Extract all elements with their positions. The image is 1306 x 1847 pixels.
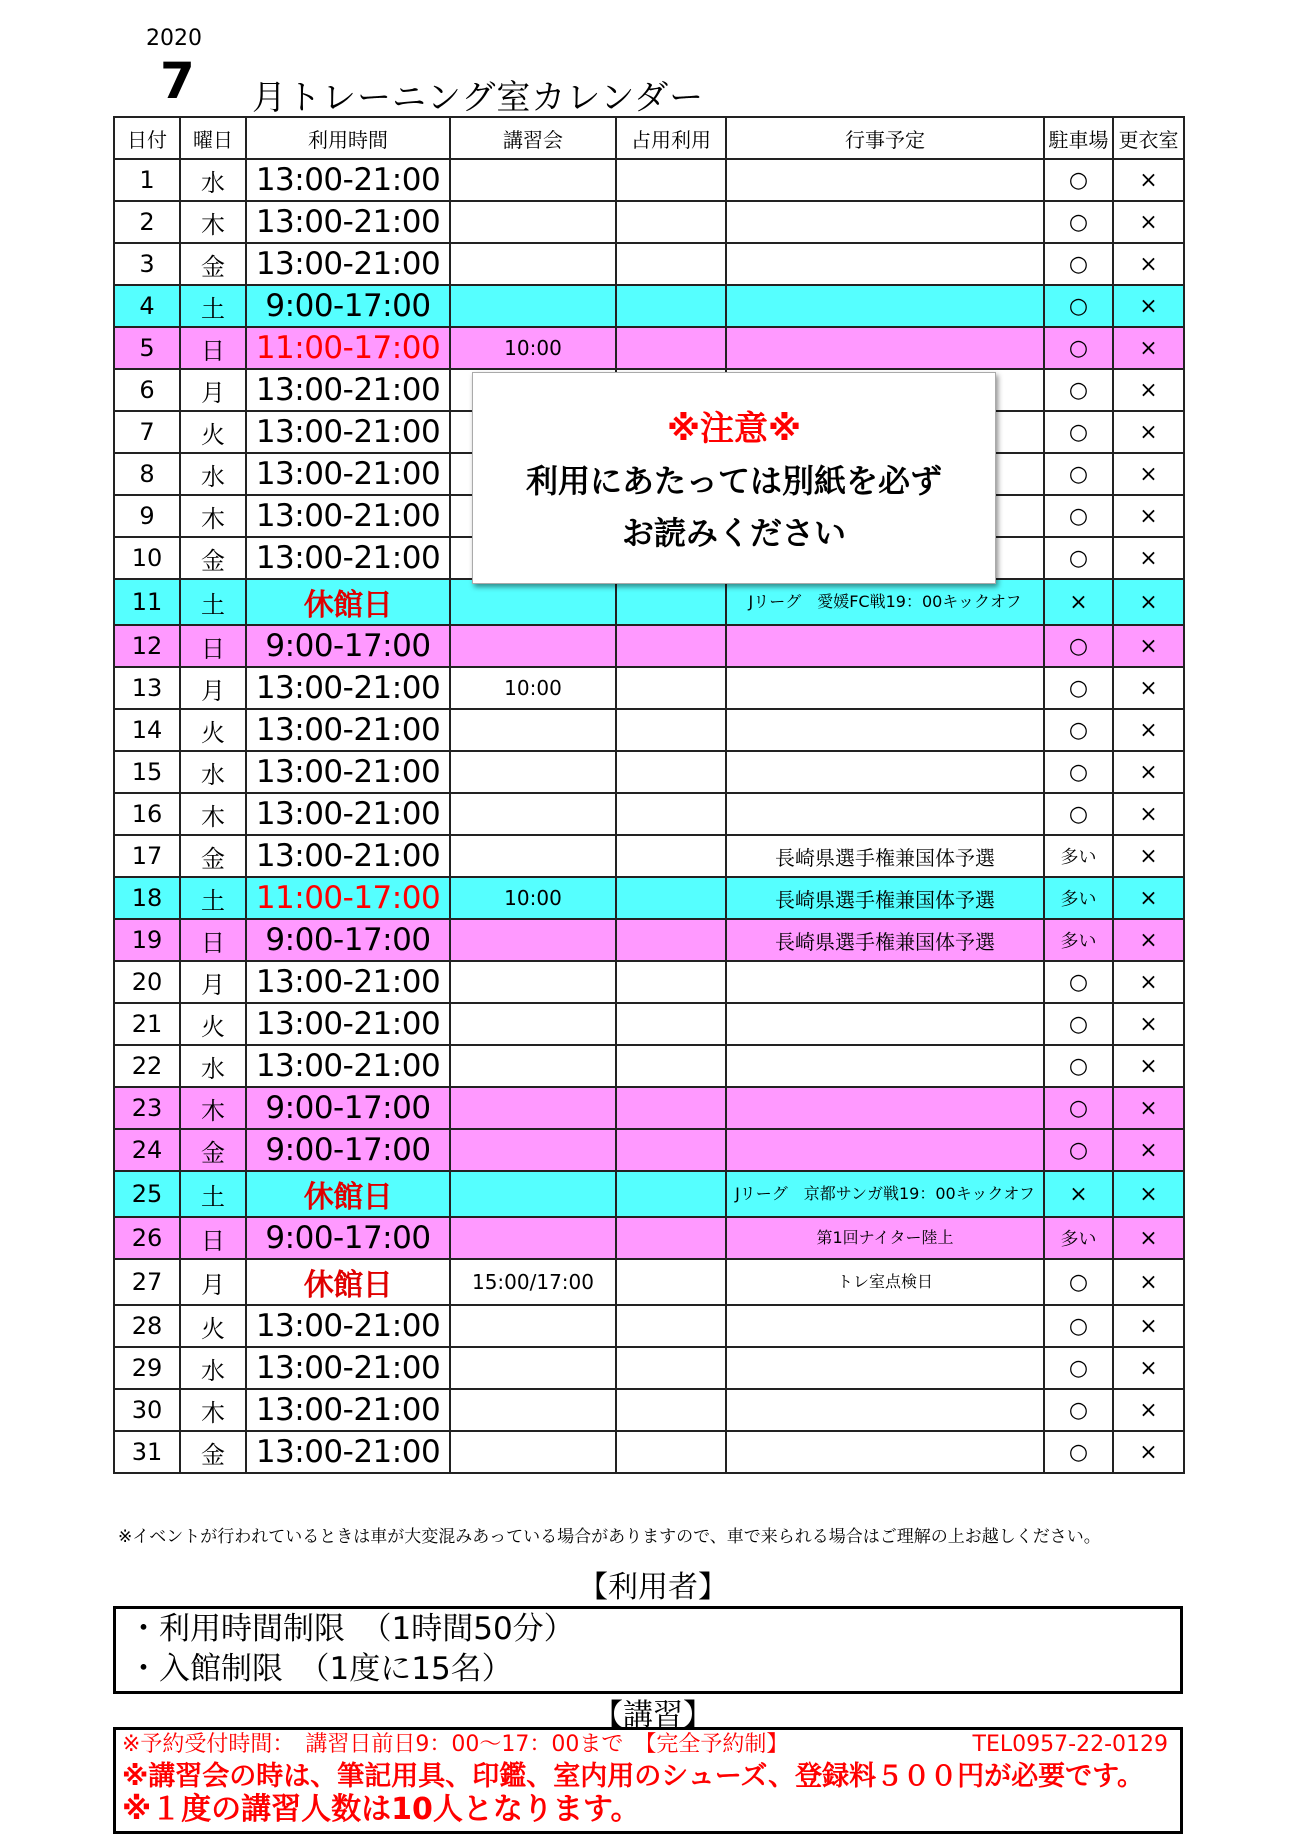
column-header: 駐車場 [1044,117,1113,159]
occupancy-cell [616,709,726,751]
day-cell: 20 [114,961,180,1003]
locker-cell: × [1113,1389,1184,1431]
event-cell [726,243,1044,285]
event-cell [726,751,1044,793]
page-title: 月トレーニング室カレンダー [252,78,705,118]
occupancy-cell [616,1171,726,1217]
parking-cell: ○ [1044,961,1113,1003]
table-row [114,1217,1184,1259]
notice-line: 利用にあたっては別紙を必ず [525,462,942,500]
event-cell: 長崎県選手権兼国体予選 [726,877,1044,919]
occupancy-cell [616,1003,726,1045]
occupancy-cell [616,285,726,327]
table-row [114,667,1184,709]
weekday-cell: 火 [180,709,246,751]
lecture-cell [450,1003,616,1045]
hours-cell: 9:00-17:00 [246,1087,450,1129]
parking-cell: × [1044,1171,1113,1217]
locker-cell: × [1113,201,1184,243]
lecture-cell [450,579,616,625]
day-cell: 21 [114,1003,180,1045]
event-cell [726,1087,1044,1129]
day-cell: 22 [114,1045,180,1087]
hours-cell: 休館日 [246,579,450,625]
lecture-reservation-row [116,1730,1180,1760]
parking-cell: ○ [1044,453,1113,495]
weekday-cell: 金 [180,1431,246,1473]
hours-cell: 13:00-21:00 [246,243,450,285]
locker-cell: × [1113,1431,1184,1473]
event-cell: Jリーグ 京都サンガ戦19：00キックオフ [726,1171,1044,1217]
parking-cell: ○ [1044,201,1113,243]
lecture-cell [450,709,616,751]
day-cell: 7 [114,411,180,453]
day-cell: 26 [114,1217,180,1259]
table-row [114,1129,1184,1171]
lecture-box [113,1727,1183,1834]
weekday-cell: 木 [180,1087,246,1129]
calendar-year: 2020 [146,26,202,51]
weekday-cell: 月 [180,667,246,709]
day-cell: 8 [114,453,180,495]
lecture-requirements: ※講習会の時は、筆記用具、印鑑、室内用のシューズ、登録料５００円が必要です。 [122,1761,1145,1792]
parking-cell: ○ [1044,243,1113,285]
event-cell: Jリーグ 愛媛FC戦19：00キックオフ [726,579,1044,625]
parking-cell: ○ [1044,1305,1113,1347]
parking-cell: 多い [1044,1217,1113,1259]
weekday-cell: 木 [180,495,246,537]
lecture-cell [450,625,616,667]
parking-cell: ○ [1044,1389,1113,1431]
weekday-cell: 水 [180,1347,246,1389]
hours-cell: 13:00-21:00 [246,453,450,495]
weekday-cell: 火 [180,411,246,453]
locker-cell: × [1113,495,1184,537]
table-row [114,1259,1184,1305]
table-row [114,201,1184,243]
day-cell: 19 [114,919,180,961]
phone-number: TEL0957-22-0129 [972,1732,1168,1757]
event-cell [726,201,1044,243]
event-cell [726,1305,1044,1347]
hours-cell: 11:00-17:00 [246,327,450,369]
hours-cell: 9:00-17:00 [246,919,450,961]
lecture-cell: 10:00 [450,667,616,709]
weekday-cell: 日 [180,625,246,667]
hours-cell: 13:00-21:00 [246,751,450,793]
lecture-cell [450,961,616,1003]
locker-cell: × [1113,1003,1184,1045]
lecture-cell [450,1389,616,1431]
lecture-cell [450,835,616,877]
day-cell: 4 [114,285,180,327]
locker-cell: × [1113,411,1184,453]
parking-cell: 多い [1044,877,1113,919]
locker-cell: × [1113,625,1184,667]
hours-cell: 13:00-21:00 [246,495,450,537]
locker-cell: × [1113,243,1184,285]
hours-cell: 13:00-21:00 [246,1389,450,1431]
event-cell [726,1431,1044,1473]
lecture-cell: 10:00 [450,327,616,369]
day-cell: 16 [114,793,180,835]
hours-cell: 13:00-21:00 [246,667,450,709]
lecture-cell [450,1087,616,1129]
table-header-row [114,117,1184,159]
table-row [114,709,1184,751]
table-row [114,835,1184,877]
hours-cell: 13:00-21:00 [246,835,450,877]
occupancy-cell [616,201,726,243]
column-header: 利用時間 [246,117,450,159]
event-cell [726,327,1044,369]
parking-cell: ○ [1044,1003,1113,1045]
hours-cell: 13:00-21:00 [246,961,450,1003]
occupancy-cell [616,1129,726,1171]
event-cell [726,1347,1044,1389]
occupancy-cell [616,961,726,1003]
table-row [114,793,1184,835]
locker-cell: × [1113,919,1184,961]
lecture-cell [450,751,616,793]
users-box [113,1606,1183,1694]
hours-cell: 休館日 [246,1171,450,1217]
locker-cell: × [1113,1129,1184,1171]
parking-cell: ○ [1044,411,1113,453]
day-cell: 18 [114,877,180,919]
occupancy-cell [616,1045,726,1087]
occupancy-cell [616,1347,726,1389]
occupancy-cell [616,1087,726,1129]
weekday-cell: 水 [180,159,246,201]
locker-cell: × [1113,1259,1184,1305]
lecture-cell [450,1347,616,1389]
event-cell [726,961,1044,1003]
notice-box [472,372,996,584]
occupancy-cell [616,667,726,709]
occupancy-cell [616,1431,726,1473]
day-cell: 25 [114,1171,180,1217]
locker-cell: × [1113,285,1184,327]
hours-cell: 13:00-21:00 [246,1305,450,1347]
weekday-cell: 日 [180,919,246,961]
occupancy-cell [616,877,726,919]
notice-line: お読みください [621,514,846,552]
day-cell: 1 [114,159,180,201]
locker-cell: × [1113,709,1184,751]
weekday-cell: 水 [180,453,246,495]
parking-cell: ○ [1044,369,1113,411]
table-row [114,919,1184,961]
weekday-cell: 月 [180,369,246,411]
parking-cell: ○ [1044,537,1113,579]
day-cell: 2 [114,201,180,243]
day-cell: 15 [114,751,180,793]
day-cell: 29 [114,1347,180,1389]
parking-cell: 多い [1044,919,1113,961]
notice-title: ※注意※ [666,409,802,449]
lecture-heading: 【講習】 [593,1698,713,1733]
table-row [114,285,1184,327]
locker-cell: × [1113,1045,1184,1087]
weekday-cell: 木 [180,1389,246,1431]
locker-cell: × [1113,1171,1184,1217]
parking-cell: ○ [1044,285,1113,327]
weekday-cell: 火 [180,1003,246,1045]
weekday-cell: 水 [180,751,246,793]
parking-cell: × [1044,579,1113,625]
table-row [114,1087,1184,1129]
lecture-capacity: ※１度の講習人数は10人となります。 [122,1792,641,1827]
occupancy-cell [616,579,726,625]
hours-cell: 13:00-21:00 [246,1431,450,1473]
event-cell: 長崎県選手権兼国体予選 [726,919,1044,961]
hours-cell: 9:00-17:00 [246,625,450,667]
table-row [114,877,1184,919]
hours-cell: 13:00-21:00 [246,1045,450,1087]
locker-cell: × [1113,453,1184,495]
weekday-cell: 金 [180,1129,246,1171]
users-item: ・入館制限 （1度に15名） [128,1651,513,1687]
day-cell: 12 [114,625,180,667]
weekday-cell: 木 [180,793,246,835]
weekday-cell: 月 [180,1259,246,1305]
weekday-cell: 日 [180,327,246,369]
event-cell [726,625,1044,667]
hours-cell: 13:00-21:00 [246,709,450,751]
weekday-cell: 月 [180,961,246,1003]
parking-cell: ○ [1044,327,1113,369]
weekday-cell: 金 [180,537,246,579]
locker-cell: × [1113,961,1184,1003]
weekday-cell: 金 [180,243,246,285]
hours-cell: 休館日 [246,1259,450,1305]
users-item: ・利用時間制限 （1時間50分） [128,1611,575,1647]
table-row [114,1431,1184,1473]
hours-cell: 13:00-21:00 [246,793,450,835]
locker-cell: × [1113,751,1184,793]
table-row [114,751,1184,793]
occupancy-cell [616,919,726,961]
occupancy-cell [616,625,726,667]
lecture-cell [450,285,616,327]
occupancy-cell [616,1389,726,1431]
lecture-cell [450,793,616,835]
parking-cell: 多い [1044,835,1113,877]
table-row [114,1389,1184,1431]
calendar-body [114,159,1184,1473]
locker-cell: × [1113,1087,1184,1129]
lecture-cell [450,1431,616,1473]
day-cell: 11 [114,579,180,625]
event-cell [726,159,1044,201]
day-cell: 10 [114,537,180,579]
table-row [114,1045,1184,1087]
event-cell: 長崎県選手権兼国体予選 [726,835,1044,877]
parking-cell: ○ [1044,495,1113,537]
event-cell: トレ室点検日 [726,1259,1044,1305]
lecture-cell [450,1217,616,1259]
day-cell: 30 [114,1389,180,1431]
locker-cell: × [1113,327,1184,369]
lecture-cell [450,201,616,243]
hours-cell: 13:00-21:00 [246,159,450,201]
locker-cell: × [1113,835,1184,877]
parking-cell: ○ [1044,1087,1113,1129]
table-row [114,579,1184,625]
weekday-cell: 金 [180,835,246,877]
parking-cell: ○ [1044,751,1113,793]
hours-cell: 9:00-17:00 [246,1129,450,1171]
locker-cell: × [1113,579,1184,625]
lecture-cell [450,1305,616,1347]
parking-cell: ○ [1044,1045,1113,1087]
occupancy-cell [616,1259,726,1305]
occupancy-cell [616,243,726,285]
table-row [114,243,1184,285]
reservation-hours: ※予約受付時間： 講習日前日9：00～17：00まで 【完全予約制】 [122,1732,789,1757]
lecture-cell [450,1171,616,1217]
table-row [114,961,1184,1003]
locker-cell: × [1113,537,1184,579]
day-cell: 24 [114,1129,180,1171]
parking-cell: ○ [1044,1347,1113,1389]
users-heading: 【利用者】 [578,1570,728,1605]
table-row [114,159,1184,201]
day-cell: 17 [114,835,180,877]
event-cell [726,709,1044,751]
lecture-cell [450,159,616,201]
locker-cell: × [1113,159,1184,201]
weekday-cell: 火 [180,1305,246,1347]
occupancy-cell [616,793,726,835]
lecture-cell [450,1045,616,1087]
weekday-cell: 土 [180,579,246,625]
occupancy-cell [616,1217,726,1259]
table-row [114,625,1184,667]
hours-cell: 13:00-21:00 [246,537,450,579]
event-cell [726,667,1044,709]
column-header: 日付 [114,117,180,159]
lecture-cell [450,1129,616,1171]
day-cell: 27 [114,1259,180,1305]
occupancy-cell [616,751,726,793]
weekday-cell: 土 [180,877,246,919]
table-row [114,1003,1184,1045]
lecture-cell [450,919,616,961]
hours-cell: 13:00-21:00 [246,411,450,453]
lecture-cell: 10:00 [450,877,616,919]
locker-cell: × [1113,793,1184,835]
hours-cell: 13:00-21:00 [246,201,450,243]
weekday-cell: 日 [180,1217,246,1259]
weekday-cell: 木 [180,201,246,243]
parking-cell: ○ [1044,625,1113,667]
locker-cell: × [1113,369,1184,411]
parking-cell: ○ [1044,793,1113,835]
parking-cell: ○ [1044,1259,1113,1305]
day-cell: 28 [114,1305,180,1347]
column-header: 行事予定 [726,117,1044,159]
locker-cell: × [1113,1347,1184,1389]
occupancy-cell [616,835,726,877]
weekday-cell: 土 [180,1171,246,1217]
locker-cell: × [1113,877,1184,919]
hours-cell: 9:00-17:00 [246,1217,450,1259]
occupancy-cell [616,159,726,201]
parking-cell: ○ [1044,1129,1113,1171]
day-cell: 9 [114,495,180,537]
calendar-table [113,116,1185,1474]
column-header: 更衣室 [1113,117,1184,159]
day-cell: 13 [114,667,180,709]
hours-cell: 9:00-17:00 [246,285,450,327]
locker-cell: × [1113,667,1184,709]
event-cell [726,285,1044,327]
parking-cell: ○ [1044,667,1113,709]
day-cell: 23 [114,1087,180,1129]
column-header: 占用利用 [616,117,726,159]
event-cell [726,1389,1044,1431]
event-cell [726,793,1044,835]
day-cell: 14 [114,709,180,751]
parking-cell: ○ [1044,709,1113,751]
table-row [114,1305,1184,1347]
locker-cell: × [1113,1217,1184,1259]
event-cell [726,1045,1044,1087]
occupancy-cell [616,327,726,369]
occupancy-cell [616,1305,726,1347]
weekday-cell: 土 [180,285,246,327]
hours-cell: 13:00-21:00 [246,1347,450,1389]
hours-cell: 13:00-21:00 [246,369,450,411]
table-row [114,1347,1184,1389]
day-cell: 5 [114,327,180,369]
column-header: 講習会 [450,117,616,159]
parking-cell: ○ [1044,159,1113,201]
weekday-cell: 水 [180,1045,246,1087]
parking-cell: ○ [1044,1431,1113,1473]
event-cell [726,1003,1044,1045]
hours-cell: 13:00-21:00 [246,1003,450,1045]
column-header: 曜日 [180,117,246,159]
lecture-cell: 15:00/17:00 [450,1259,616,1305]
calendar-month: 7 [160,52,195,110]
day-cell: 3 [114,243,180,285]
day-cell: 31 [114,1431,180,1473]
locker-cell: × [1113,1305,1184,1347]
footnote: ※イベントが行われているときは車が大変混みあっている場合がありますので、車で来られる場合はご理解の上お越しください。 [118,1527,1101,1547]
lecture-cell [450,243,616,285]
day-cell: 6 [114,369,180,411]
event-cell: 第1回ナイター陸上 [726,1217,1044,1259]
event-cell [726,1129,1044,1171]
table-row [114,327,1184,369]
hours-cell: 11:00-17:00 [246,877,450,919]
table-row [114,1171,1184,1217]
